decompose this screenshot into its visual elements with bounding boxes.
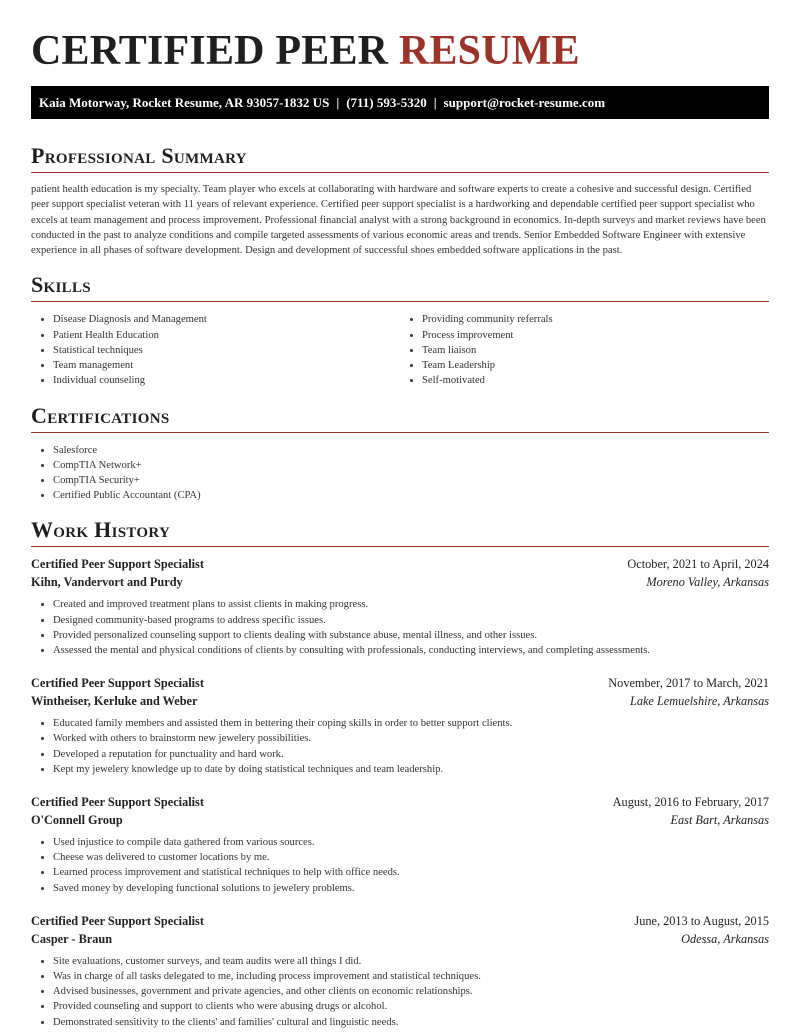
job-bullet: • Kept my jewelery knowledge up to date by doing statistical techniques and team leadership. (53, 762, 769, 777)
skill-item: • Team Leadership (422, 358, 769, 373)
job-bullet: • Designed community-based programs to address specific issues. (53, 613, 769, 628)
job-dates: November, 2017 to March, 2021 (608, 676, 769, 691)
job-bullet: • Provided personalized counseling support to clients dealing with substance abuse, mental illness, and other issues. (53, 628, 769, 643)
skills-column-right (400, 312, 769, 388)
job-bullet: • Developed a reputation for punctuality and hard work. (53, 747, 769, 762)
skill-item: • Statistical techniques (53, 343, 400, 358)
skills-column-left (31, 312, 400, 388)
job-location: East Bart, Arkansas (670, 812, 769, 827)
job-company: O'Connell Group (31, 812, 123, 827)
job-title: Certified Peer Support Specialist (31, 794, 204, 809)
job-company: Kihn, Vandervort and Purdy (31, 575, 183, 590)
summary-text: patient health education is my specialty. Team player who excels at collaborating with hardware and software experts to create a cohesive and successful design. Certified peer support specialist veteran with 11 years of relevant experience. Certified peer support specialist is a hardworking and dependable certified peer support specialist who excels at team management and process improvement. Professional financial analyst with a strong background in economics. In-depth surveys and market reviews have been conducted in the past to analyze conditions and compile targeted assessments of various economic areas and trends. Senior Embedded Software Engineer with extensive experience in all phases of software development. Design and development of successful shoes embedded software applications in the past. (31, 184, 766, 257)
job-entry (31, 793, 769, 896)
job-bullets (31, 835, 769, 896)
job-bullet: • Created and improved treatment plans to assist clients in making progress. (53, 597, 769, 612)
job-bullet: • Worked with others to brainstorm new jewelery possibilities. (53, 731, 769, 746)
skills-list (31, 312, 769, 388)
skill-item: • Individual counseling (53, 373, 400, 388)
job-bullet: • Assessed the mental and physical conditions of clients by consulting with professionals, conducting interviews, and completing assessments. (53, 643, 769, 658)
skill-item: • Patient Health Education (53, 328, 400, 343)
job-bullets (31, 954, 769, 1030)
job-company: Wintheiser, Kerluke and Weber (31, 694, 198, 709)
job-bullet: • Site evaluations, customer surveys, and team audits were all things I did. (53, 954, 769, 969)
work-history-heading: Work History (31, 515, 769, 547)
job-company: Casper - Braun (31, 931, 113, 946)
job-entry (31, 674, 769, 777)
job-bullet: • Advised businesses, government and private agencies, and other clients on economic relationships. (53, 984, 769, 999)
certification-item: • Certified Public Accountant (CPA) (53, 488, 769, 503)
job-location: Moreno Valley, Arkansas (646, 575, 769, 590)
job-entry (31, 912, 769, 1030)
certification-item: • CompTIA Security+ (53, 473, 769, 488)
job-bullets (31, 597, 769, 658)
job-title: Certified Peer Support Specialist (31, 913, 204, 928)
job-bullet: • Educated family members and assisted them in bettering their coping skills in order to better support clients. (53, 716, 769, 731)
job-bullet: • Was in charge of all tasks delegated to me, including process improvement and statistical techniques. (53, 969, 769, 984)
contact-email: support@rocket-resume.com (443, 95, 606, 110)
certifications-heading: Certifications (31, 401, 769, 433)
job-dates: June, 2013 to August, 2015 (634, 913, 769, 928)
job-location: Lake Lemuelshire, Arkansas (629, 694, 769, 709)
certification-item: • CompTIA Network+ (53, 458, 769, 473)
job-entry (31, 555, 769, 658)
skill-item: • Disease Diagnosis and Management (53, 312, 400, 327)
title-main: CERTIFIED PEER (31, 28, 389, 74)
job-bullet: • Provided counseling and support to clients who were abusing drugs or alcohol. (53, 999, 769, 1014)
job-bullet: • Cheese was delivered to customer locations by me. (53, 850, 769, 865)
job-bullet: • Demonstrated sensitivity to the clients' and families' cultural and linguistic needs. (53, 1015, 769, 1030)
contact-separator: | (433, 95, 437, 110)
job-bullet: • Learned process improvement and statistical techniques to help with office needs. (53, 865, 769, 880)
skill-item: • Process improvement (422, 328, 769, 343)
skill-item: • Self-motivated (422, 373, 769, 388)
certification-item: • Salesforce (53, 443, 769, 458)
job-bullet: • Used injustice to compile data gathered from various sources. (53, 835, 769, 850)
job-dates: October, 2021 to April, 2024 (627, 557, 769, 572)
contact-bar (31, 86, 769, 119)
job-title: Certified Peer Support Specialist (31, 676, 204, 691)
job-bullets (31, 716, 769, 777)
job-bullet: • Saved money by developing functional solutions to jewelery problems. (53, 881, 769, 896)
skills-heading: Skills (31, 270, 769, 302)
job-dates: August, 2016 to February, 2017 (612, 794, 769, 809)
job-title: Certified Peer Support Specialist (31, 557, 204, 572)
skill-item: • Team management (53, 358, 400, 373)
resume-title (31, 0, 769, 82)
skill-item: • Providing community referrals (422, 312, 769, 327)
contact-phone: (711) 593-5320 (346, 95, 427, 110)
title-accent: RESUME (398, 28, 580, 74)
summary-heading: Professional Summary (31, 141, 769, 173)
skill-item: • Team liaison (422, 343, 769, 358)
contact-address: Kaia Motorway, Rocket Resume, AR 93057-1832 US (39, 95, 330, 110)
contact-separator: | (336, 95, 340, 110)
certifications-list (31, 443, 769, 504)
job-location: Odessa, Arkansas (681, 931, 769, 946)
